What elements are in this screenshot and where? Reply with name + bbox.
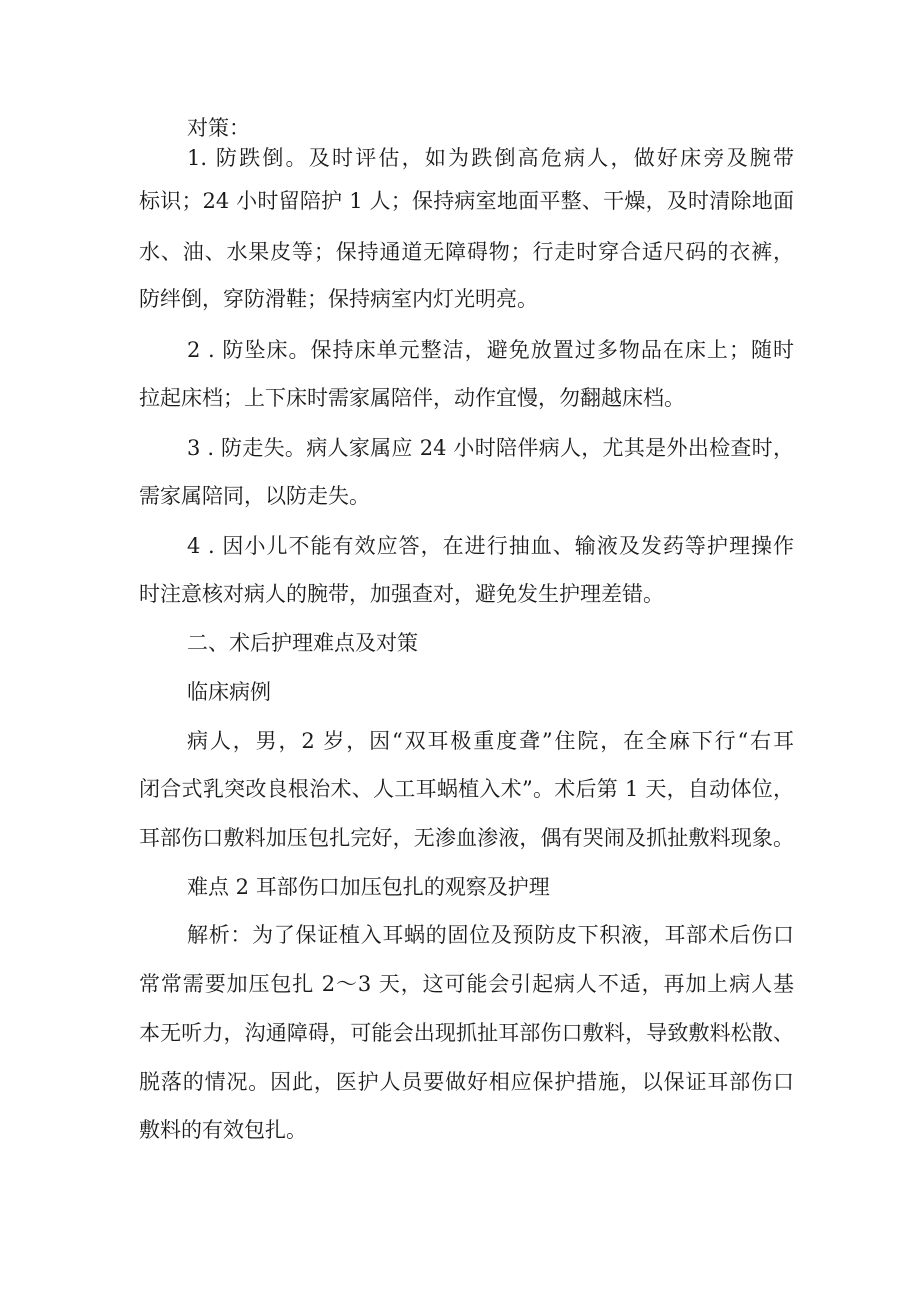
subheading-clinical-case: 临床病例	[187, 680, 271, 704]
paragraph-line: 敷料的有效包扎。	[139, 1118, 307, 1142]
paragraph-line: 解析：为了保证植入耳蜗的固位及预防皮下积液，耳部术后伤口	[187, 923, 794, 947]
section-label-countermeasures: 对策：	[187, 116, 250, 140]
paragraph-line: 拉起床档；上下床时需家属陪伴，动作宜慢，勿翻越床档。	[139, 386, 685, 410]
subheading-difficulty-2: 难点 2 耳部伤口加压包扎的观察及护理	[187, 875, 550, 899]
paragraph-line: 闭合式乳突改良根治术、人工耳蜗植入术”。术后第 1 天，自动体位，	[139, 777, 794, 801]
paragraph-line: 本无听力，沟通障碍，可能会出现抓扯耳部伤口敷料，导致敷料松散、	[139, 1021, 794, 1045]
paragraph-line: 时注意核对病人的腕带，加强查对，避免发生护理差错。	[139, 582, 664, 606]
paragraph-line: 1. 防跌倒。及时评估，如为跌倒高危病人，做好床旁及腕带	[187, 146, 794, 170]
paragraph-line: 2 . 防坠床。保持床单元整洁，避免放置过多物品在床上；随时	[187, 338, 794, 362]
paragraph-line: 3 . 防走失。病人家属应 24 小时陪伴病人，尤其是外出检查时，	[187, 436, 794, 460]
paragraph-line: 4 . 因小儿不能有效应答，在进行抽血、输液及发药等护理操作	[187, 534, 794, 558]
paragraph-line: 需家属陪同，以防走失。	[139, 484, 370, 508]
paragraph-line: 防绊倒，穿防滑鞋；保持病室内灯光明亮。	[139, 287, 538, 311]
paragraph-line: 常常需要加压包扎 2～3 天，这可能会引起病人不适，再加上病人基	[139, 972, 794, 996]
paragraph-line: 水、油、水果皮等；保持通道无障碍物；行走时穿合适尺码的衣裤，	[139, 240, 794, 264]
section-heading: 二、术后护理难点及对策	[187, 631, 418, 655]
paragraph-line: 标识；24 小时留陪护 1 人；保持病室地面平整、干燥，及时清除地面	[139, 189, 794, 213]
paragraph-line: 耳部伤口敷料加压包扎完好，无渗血渗液，偶有哭闹及抓扯敷料现象。	[139, 826, 794, 850]
paragraph-line: 脱落的情况。因此，医护人员要做好相应保护措施，以保证耳部伤口	[139, 1070, 794, 1094]
paragraph-line: 病人，男，2 岁，因“双耳极重度聋”住院，在全麻下行“右耳	[187, 729, 794, 753]
